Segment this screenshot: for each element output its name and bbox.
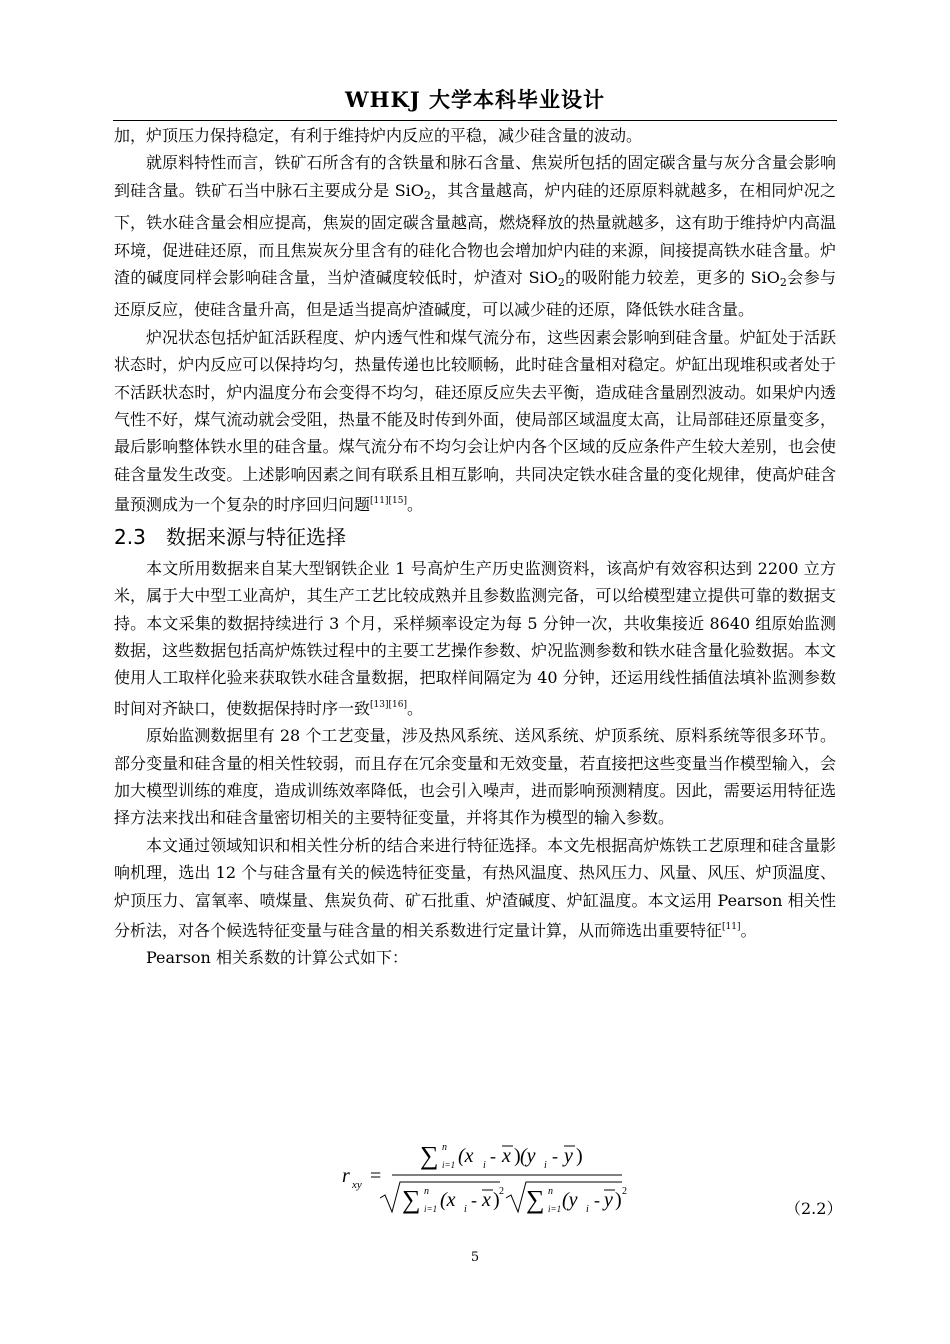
formula-equals: = <box>370 1165 382 1187</box>
sum-symbol-numerator: ∑ <box>420 1141 439 1170</box>
paren-close: ) <box>493 1189 500 1211</box>
subscript-i: i <box>586 1204 589 1215</box>
paragraph-2-part-c: 的吸附能力较差，更多的 SiO <box>564 268 780 288</box>
paren-close: ) <box>514 1145 521 1167</box>
formula-graphic <box>340 1138 630 1218</box>
paragraph-4-end: 。 <box>406 698 423 718</box>
subscript: 2 <box>557 276 565 290</box>
section-heading <box>114 522 836 552</box>
sum-symbol-denominator-left: ∑ <box>402 1185 421 1214</box>
header-divider <box>113 120 837 121</box>
equation-number: （2.2） <box>785 1199 843 1218</box>
paragraph-1: 加，炉顶压力保持稳定，有利于维持炉内反应的平稳，减少硅含量的波动。 <box>114 126 643 145</box>
sum-lower: i=1 <box>442 1160 456 1170</box>
paragraph-2-part-b: ，其含量越高，炉内硅的还原原料就越多，在相同炉况之下，铁水硅含量会相应提高，焦炭的固定碳含量越高，燃烧释放的热量就越多，这有助于维持炉内高温环境，促进硅还原，而且焦炭灰分里含有的硅化合物也会增加炉内硅的来源，间接提高铁水硅含量。炉渣的碱度同样会影响硅含量，当炉渣碱度较低时，炉渣对 SiO <box>114 180 836 288</box>
y-bar: y <box>604 1189 613 1211</box>
paragraph-6 <box>114 832 836 945</box>
paragraph-4-text: 本文所用数据来自某大型钢铁企业 1 号高炉生产历史监测资料，该高炉有效容积达到 2200 立方米，属于大中型工业高炉，其生产工艺比较成熟并且参数监测完备，可以给模型建立提供可靠的数据支持。本文采集的数据持续进行 3 个月，采样频率设定为每 5 分钟一次，共收集接近 8640 组原始监测数据，这些数据包括高炉炼铁过程中的主要工艺操作参数、炉况监测参数和铁水硅含量化验数据。本文使用人工取样化验来获取铁水硅含量数据，把取样间隔定为 40 分钟，还运用线性插值法填补监测参数时间对齐缺口，使数据保持时序一致 <box>114 558 836 718</box>
x-bar: x <box>482 1189 491 1211</box>
paragraph-2 <box>114 149 836 323</box>
subscript-i: i <box>464 1204 467 1215</box>
minus-sign: - <box>594 1190 600 1210</box>
paren-close: ) <box>576 1145 583 1167</box>
minus-sign: - <box>552 1146 558 1166</box>
sum-upper: n <box>548 1186 553 1197</box>
paragraph-5: 原始监测数据里有 28 个工艺变量，涉及热风系统、送风系统、炉顶系统、原料系统等很多环节。部分变量和硅含量的相关性较弱，而且存在冗余变量和无效变量，若直接把这些变量当作模型输入，会加大模型训练的难度，造成训练效率降低，也会引入噪声，进而影响预测精度。因此，需要运用特征选择方法来找出和硅含量密切相关的主要特征变量，并将其作为模型的输入参数。 <box>114 726 836 828</box>
paragraph-2-part-a: 就原料特性而言，铁矿石所含有的含铁量和脉石含量、焦炭所包括的固定碳含量与灰分含量会影响到硅含量。铁矿石当中脉石主要成分是 SiO <box>114 153 836 200</box>
paragraph-3-end: 。 <box>406 495 423 515</box>
paragraph-2-part-d: 会参与还原反应，使硅含量升高，但是适当提高炉渣碱度，可以减少硅的还原，降低铁水硅含量。 <box>114 268 836 320</box>
exponent-2: 2 <box>622 1186 627 1197</box>
numerator-term-2: (y <box>520 1145 536 1167</box>
subscript-i: i <box>544 1160 547 1171</box>
paragraph-3-text: 炉况状态包括炉缸活跃程度、炉内透气性和煤气流分布，这些因素会影响到硅含量。炉缸处于活跃状态时，炉内反应可以保持均匀，热量传递也比较顺畅，此时硅含量相对稳定。炉缸出现堆积或者处于不活跃状态时，炉内温度分布会变得不均匀，硅还原反应失去平衡，造成硅含量剧烈波动。如果炉内透气性不好，煤气流动就会受阻，热量不能及时传到外面，使局部区域温度太高，让局部硅还原量变多，最后影响整体铁水里的硅含量。煤气流分布不均匀会让炉内各个区域的反应条件产生较大差别，也会使硅含量发生改变。上述影响因素之间有联系且相互影响，共同决定铁水硅含量的变化规律，使高炉硅含量预测成为一个复杂的时序回归问题 <box>114 327 836 515</box>
sum-symbol-denominator-right: ∑ <box>526 1185 545 1214</box>
formula-lhs-subscript: xy <box>352 1179 362 1191</box>
paragraph-6-text: 本文通过领域知识和相关性分析的结合来进行特征选择。本文先根据高炉炼铁工艺原理和硅含量影响机理，选出 12 个与硅含量有关的候选特征变量，有热风温度、热风压力、风量、风压、炉顶温度、炉顶压力、富氧率、喷煤量、焦炭负荷、矿石批重、炉渣碱度、炉缸温度。本文运用 Pearson 相关性分析法，对各个候选特征变量与硅含量的相关系数进行定量计算，从而筛选出重要特征 <box>114 835 836 940</box>
numerator-term-1: (x <box>458 1145 474 1167</box>
sum-upper: n <box>424 1186 429 1197</box>
section-title: 数据来源与特征选择 <box>166 524 346 549</box>
pearson-formula <box>340 1138 630 1218</box>
paragraph-7: Pearson 相关系数的计算公式如下： <box>146 948 408 968</box>
citation: [11] <box>722 921 741 932</box>
page-number: 5 <box>470 1250 480 1265</box>
subscript: 2 <box>423 188 431 202</box>
sum-upper: n <box>442 1142 447 1153</box>
paragraph-4 <box>114 555 836 722</box>
section-number: 2.3 <box>114 524 146 549</box>
minus-sign: - <box>490 1146 496 1166</box>
minus-sign: - <box>471 1190 477 1210</box>
formula-lhs: r <box>342 1165 350 1187</box>
subscript: 2 <box>779 276 787 290</box>
y-bar: y <box>564 1145 573 1167</box>
paragraph-3 <box>114 324 836 519</box>
document-body <box>114 122 836 972</box>
paragraph-6-end: 。 <box>740 920 757 940</box>
subscript-i: i <box>483 1160 486 1171</box>
page-header-title: WHKJ 大学本科毕业设计 <box>345 87 605 112</box>
paren-close: ) <box>615 1189 622 1211</box>
sum-lower: i=1 <box>548 1204 562 1214</box>
citation: [13][16] <box>370 699 407 710</box>
denominator-term-y: (y <box>562 1189 578 1211</box>
exponent-2: 2 <box>499 1186 504 1197</box>
sum-lower: i=1 <box>424 1204 438 1214</box>
citation: [11][15] <box>370 496 407 507</box>
denominator-term-x: (x <box>440 1189 456 1211</box>
x-bar: x <box>502 1145 511 1167</box>
